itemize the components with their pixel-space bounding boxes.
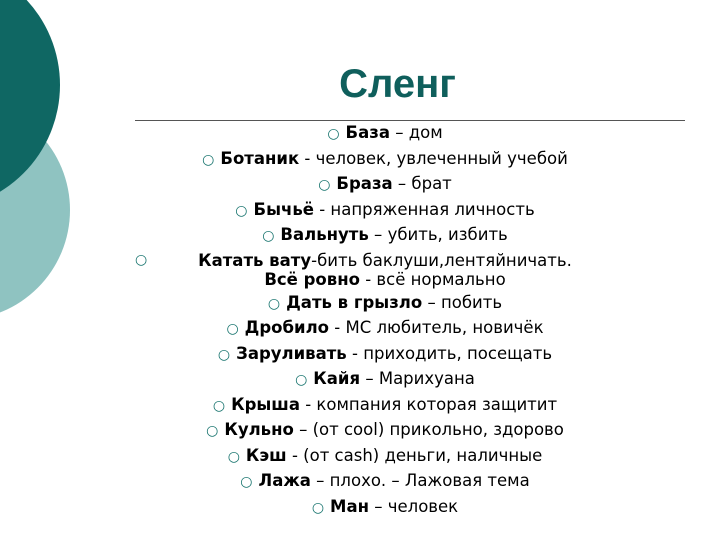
separator: – <box>360 369 379 388</box>
slang-term: Браза <box>336 174 393 193</box>
separator: – <box>389 123 409 142</box>
bullet-circle-icon: ○ <box>217 346 231 363</box>
slang-term: Кэш <box>245 445 287 465</box>
bullet-circle-icon: ○ <box>240 474 253 490</box>
slang-definition: брат <box>411 174 452 193</box>
list-item <box>130 223 640 249</box>
list-item <box>130 469 640 495</box>
separator: - <box>329 318 346 337</box>
separator: - <box>286 445 304 465</box>
slang-term: Ботаник <box>220 148 300 168</box>
list-item <box>130 172 640 198</box>
slang-definition: бить баклуши,лентяйничать. <box>317 250 572 270</box>
separator: – <box>310 471 330 490</box>
bullet-circle-icon: ○ <box>267 295 281 312</box>
separator: – <box>369 496 388 516</box>
slang-definition: (от cash) деньги, наличные <box>303 445 543 465</box>
list-item <box>130 147 640 173</box>
bullet-circle-icon: ○ <box>202 151 215 168</box>
separator: – <box>293 420 313 439</box>
slang-term: Ман <box>330 496 370 516</box>
slang-term: Вальнуть <box>280 225 369 244</box>
list-item <box>130 495 640 521</box>
list-item <box>130 198 640 224</box>
separator: - <box>346 343 364 363</box>
bullet-circle-icon: ○ <box>212 397 226 414</box>
bullet-circle-icon: ○ <box>262 228 275 244</box>
slide-title: Сленг <box>339 62 456 106</box>
slang-definition: человек <box>387 496 459 516</box>
slang-definition: (от cool) прикольно, здорово <box>312 420 564 439</box>
bullet-circle-icon: ○ <box>135 251 148 268</box>
bullet-circle-icon: ○ <box>226 321 239 337</box>
list-item <box>130 444 640 470</box>
separator: - <box>313 199 331 219</box>
slang-term: Заруливать <box>236 343 347 363</box>
bullet-circle-icon: ○ <box>227 448 240 465</box>
list-item <box>130 249 640 291</box>
slang-definition: побить <box>440 292 503 312</box>
bullet-circle-icon: ○ <box>295 372 308 388</box>
slang-definition: дом <box>408 123 443 142</box>
slang-term: Крыша <box>231 394 300 414</box>
separator: – <box>422 292 441 312</box>
list-item <box>130 121 640 147</box>
list-item <box>130 342 640 368</box>
list-item <box>130 367 640 393</box>
slang-list <box>130 121 640 520</box>
slang-definition: человек, увлеченный учебой <box>315 148 568 168</box>
slang-term: Всё ровно <box>264 269 360 289</box>
slang-definition: напряженная личность <box>330 199 535 219</box>
bullet-circle-icon: ○ <box>318 177 331 193</box>
list-item <box>130 291 640 317</box>
bullet-circle-icon: ○ <box>311 499 325 516</box>
slang-definition: плохо. – Лажовая тема <box>329 471 530 490</box>
slang-definition: убить, избить <box>387 225 508 244</box>
separator: - <box>299 394 317 414</box>
separator: – <box>392 174 412 193</box>
separator: – <box>368 225 388 244</box>
slang-definition: МС любитель, новичёк <box>345 318 544 337</box>
slang-term: Бычьё <box>253 199 314 219</box>
bullet-circle-icon: ○ <box>327 126 340 142</box>
slang-definition: всё нормально <box>376 269 506 289</box>
separator: - <box>311 250 318 270</box>
slang-definition: Марихуана <box>378 369 475 388</box>
bullet-circle-icon: ○ <box>235 202 248 219</box>
slang-term: Кульно <box>224 420 294 439</box>
slang-term: Лажа <box>258 471 311 490</box>
separator: - <box>299 148 316 168</box>
list-item <box>130 418 640 444</box>
slang-definition: компания которая защитит <box>316 394 558 414</box>
slang-term: Дать в грызло <box>286 292 423 312</box>
slang-term: Катать вату <box>198 250 312 270</box>
slang-term: Кайя <box>313 369 361 388</box>
slang-definition: приходить, посещать <box>363 343 553 363</box>
list-item <box>130 393 640 419</box>
list-item <box>130 316 640 342</box>
slang-term: Дробило <box>244 318 330 337</box>
slang-term: База <box>345 123 390 142</box>
bullet-circle-icon: ○ <box>206 423 219 439</box>
separator: - <box>359 269 377 289</box>
